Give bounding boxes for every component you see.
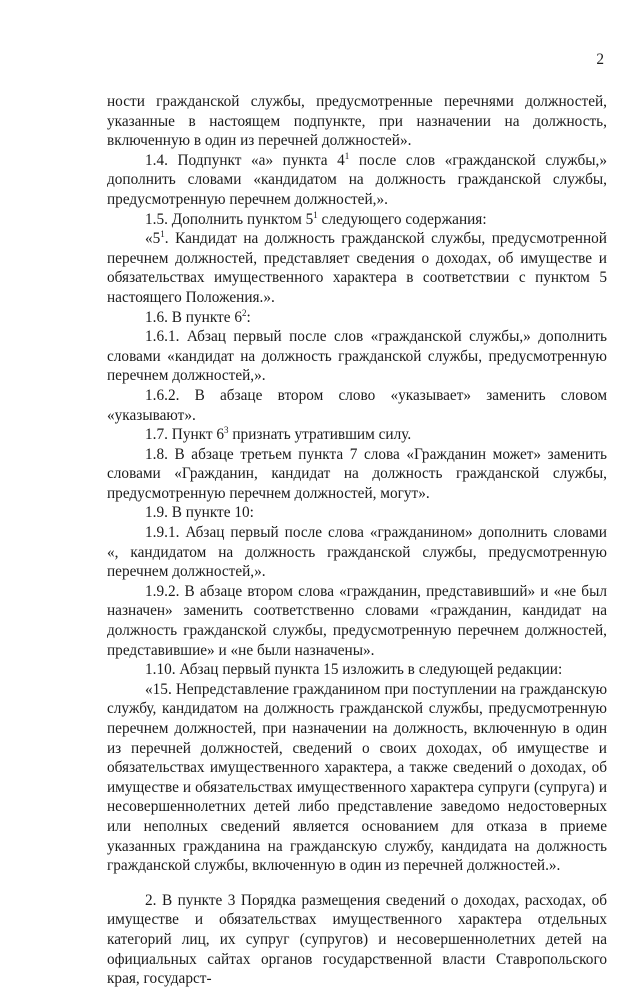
text-run: 1.6.1. Абзац первый после слов «гражданской службы,» дополнить словами «кандидат на должность гражданской службы, предусмотренную перечнем должностей,».	[107, 328, 607, 385]
page-number: 2	[596, 51, 604, 68]
text-run: 1.8. В абзаце третьем пункта 7 слова «Гражданин может» заменить словами «Гражданин, кандидат на должность гражданской службы, предусмотренную перечнем должностей, могут».	[107, 445, 607, 502]
text-run: 1.9.2. В абзаце втором слова «гражданин, представивший» и «не был назначен» заменить соответственно словами «гражданин, кандидат на должность гражданской службы, предусмотренную перечнем должностей, представившие» и «не были назначены».	[107, 582, 607, 659]
paragraph	[107, 308, 607, 328]
paragraph	[107, 386, 607, 425]
paragraph	[107, 582, 607, 660]
text-run: 1.10. Абзац первый пункта 15 изложить в следующей редакции:	[145, 661, 563, 679]
paragraph	[107, 151, 607, 210]
text-run: 1.5. Дополнить пунктом 5	[145, 210, 314, 228]
superscript: 3	[224, 425, 229, 436]
superscript: 1	[344, 150, 350, 161]
paragraph	[107, 680, 607, 876]
paragraph	[107, 229, 607, 307]
text-run: 1.9.1. Абзац первый после слова «гражданином» дополнить словами «, кандидатом на должность гражданской службы, предусмотренную перечнем должностей,».	[107, 524, 607, 581]
paragraph	[107, 210, 607, 230]
paragraph	[107, 425, 607, 445]
text-run: 1.7. Пункт 6	[145, 426, 225, 444]
paragraph	[107, 523, 607, 582]
text-run: «15. Непредставление гражданином при поступлении на гражданскую службу, кандидатом на должность гражданской службы, предусмотренную перечнем должностей, при назначении на должность, включенную в один из перечней должностей, сведений о своих доходах, об имуществе и обязательствах имущественного характера, а также сведений о доходах, об имуществе и обязательствах имущественного характера супруги (супруга) и несовершеннолетних детей либо представление заведомо недостоверных или неполных сведений является основанием для отказа в приеме указанных гражданина на гражданскую службу, кандидата на должность гражданской службы, включенную в один из перечней должностей.».	[107, 680, 607, 875]
text-run: 1.6.2. В абзаце втором слово «указывает» заменить словом «указывают».	[107, 386, 607, 424]
text-run: ности гражданской службы, предусмотренные перечнями должностей, указанные в настоящем подпункте, при назначении на должность, включенную в один из перечней должностей».	[107, 93, 607, 150]
text-run: признать утратившим силу.	[228, 426, 412, 444]
superscript: 1	[313, 209, 318, 220]
text-run: . Кандидат на должность гражданской службы, предусмотренной перечнем должностей, представляет сведения о доходах, об имуществе и обязательствах имущественного характера в соответствии с пунктом 5 настоящего Положения.».	[107, 230, 607, 306]
paragraph	[107, 445, 607, 504]
text-run: следующего содержания:	[317, 210, 487, 228]
text-run: 1.4. Подпункт «а» пункта 4	[145, 151, 345, 169]
paragraph	[107, 327, 607, 386]
paragraph	[107, 503, 607, 523]
paragraph	[107, 891, 607, 989]
superscript: 1	[160, 229, 165, 240]
paragraph	[107, 660, 607, 680]
text-run: «5	[145, 230, 161, 248]
text-run: 1.6. В пункте 6	[145, 308, 242, 326]
document-body	[107, 92, 607, 989]
text-run: 2. В пункте 3 Порядка размещения сведений о доходах, расходах, об имуществе и обязательствах имущественного характера отдельных категорий лиц, их супруг (супругов) и несовершеннолетних детей на официальных сайтах органов государственной власти Ставропольского края, государст-	[107, 891, 607, 988]
text-run: :	[246, 308, 251, 326]
text-run: 1.9. В пункте 10:	[145, 504, 254, 522]
text-run: после слов «гражданской службы,» дополнить словами «кандидатом на должность гражданской службы, предусмотренную перечнем должностей,».	[107, 151, 607, 208]
superscript: 2	[242, 307, 247, 318]
paragraph	[107, 92, 607, 151]
